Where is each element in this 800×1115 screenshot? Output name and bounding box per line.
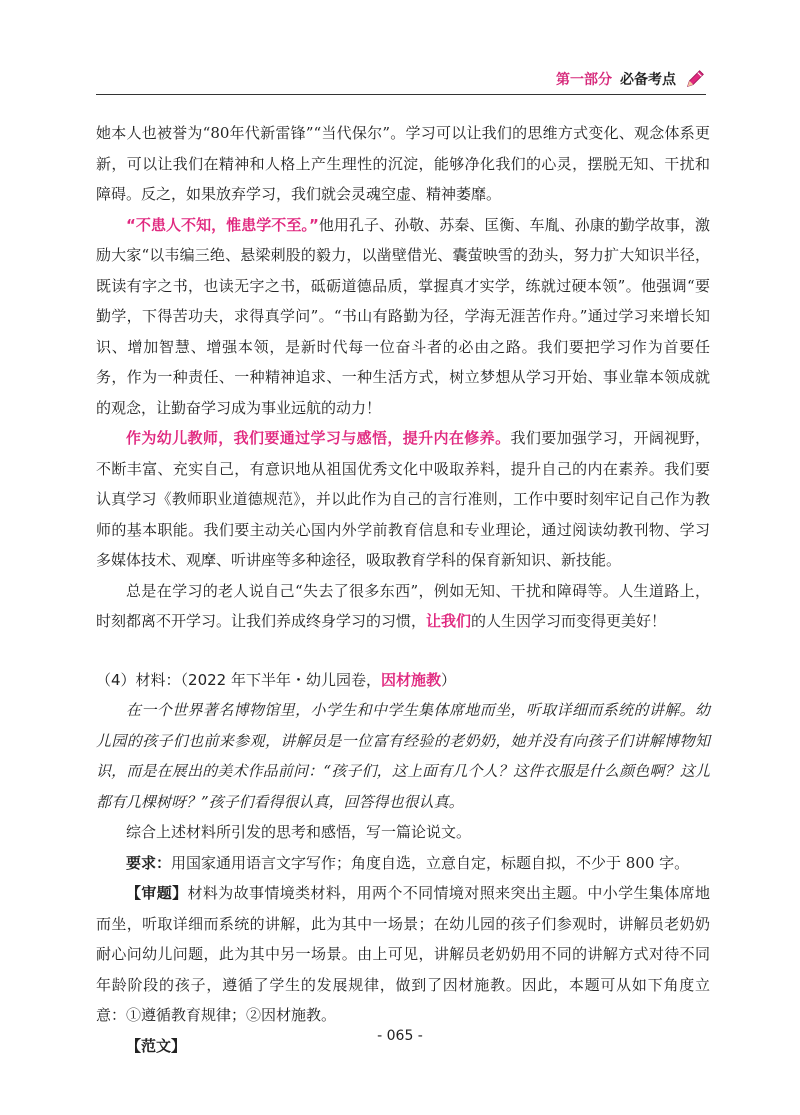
- question-tag: 因材施教: [381, 670, 442, 689]
- paragraph-4-text-a: 总是在学习的老人说自己“失去了很多东西”，例如无知、干扰和障碍等。人生道路上，时刻都离不开学习。让我们养成终身学习的习惯，: [96, 581, 710, 630]
- paragraph-2-text: 他用孔子、孙敬、苏秦、匡衡、车胤、孙康的勤学故事，激励大家“以韦编三绝、悬梁刺股的毅力，以凿壁借光、囊萤映雪的劲头，努力扩大知识半径，既读有字之书，也读无字之书，砥砺道德品质，掌握真才实学，练就过硬本领”。他强调“要勤学，下得苦功夫，求得真学问”。“书山有路勤为径，学海无涯苦作舟。”通过学习来增长知识、增加智慧、增强本领，是新时代每一位奋斗者的必由之路。我们要把学习作为首要任务，作为一种责任、一种精神追求、一种生活方式，树立梦想从学习开始、事业靠本领成就的观念，让勤奋学习成为事业远航的动力！: [96, 215, 710, 417]
- page-content: [96, 118, 710, 1061]
- paragraph-1: 她本人也被誉为“80年代新雷锋”“当代保尔”。学习可以让我们的思维方式变化、观念体系更新，可以让我们在精神和人格上产生理性的沉淀，能够净化我们的心灵，摆脱无知、干扰和障碍。反之，如果放弃学习，我们就会灵魂空虚、精神萎靡。: [96, 124, 710, 203]
- review-text: 材料为故事情境类材料，用两个不同情境对照来突出主题。中小学生集体席地而坐，听取详细而系统的讲解，此为其中一场景；在幼儿园的孩子们参观时，讲解员老奶奶耐心问幼儿问题，此为其中另一场景。由上可见，讲解员老奶奶用不同的讲解方式对待不同年龄阶段的孩子，遵循了学生的发展规律，做到了因材施教。因此，本题可从如下角度立意：①遵循教育规律；②因材施教。: [96, 884, 710, 1024]
- prompt-text: 综合上述材料所引发的思考和感悟，写一篇论说文。: [126, 823, 472, 841]
- quote-highlight: “不患人不知，惟患学不至。”: [126, 215, 319, 234]
- question-heading: [96, 665, 710, 696]
- paragraph-3-text: 我们要加强学习，开阔视野，不断丰富、充实自己，有意识地从祖国优秀文化中吸取养料，提升自己的内在素养。我们要认真学习《教师职业道德规范》，并以此作为自己的言行准则，工作中要时刻牢记自己作为教师的基本职能。我们要主动关心国内外学前教育信息和专业理论，通过阅读幼教刊物、学习多媒体技术、观摩、听讲座等多种途径，吸取教育学科的保育新知识、新技能。: [96, 429, 710, 569]
- question-label: （4）材料：（2022 年下半年・幼儿园卷，: [96, 670, 381, 689]
- question-label-end: ）: [441, 670, 457, 689]
- requirements: [96, 848, 710, 879]
- material-text: 在一个世界著名博物馆里，小学生和中学生集体席地而坐，听取详细而系统的讲解。幼儿园的孩子们也前来参观，讲解员是一位富有经验的老奶奶，她并没有向孩子们讲解博物知识，而是在展出的美术作品前问：“孩子们，这上面有几个人？这件衣服是什么颜色啊？这儿都有几棵树呀？”孩子们看得很认真，回答得也很认真。: [96, 701, 710, 811]
- closing-highlight: 让我们: [426, 612, 472, 630]
- sample-label: 【范文】: [126, 1036, 187, 1055]
- paragraph-4-text-b: 的人生因学习而变得更美好！: [471, 612, 667, 630]
- part-label: 第一部分: [556, 72, 612, 88]
- page-number: - 065 -: [377, 1028, 423, 1044]
- pencil-icon: [684, 68, 706, 90]
- thesis-highlight: 作为幼儿教师，我们要通过学习与感悟，提升内在修养。: [126, 429, 511, 447]
- review: [96, 878, 710, 1031]
- section-gap: [96, 637, 710, 665]
- header-labels: [556, 66, 706, 92]
- paragraph-4: [96, 576, 710, 637]
- requirements-text: 用国家通用语言文字写作；角度自选，立意自定，标题自拟，不少于 800 字。: [171, 853, 690, 872]
- paragraph-2: [96, 210, 710, 424]
- review-label: 【审题】: [126, 884, 188, 902]
- page-header: [96, 66, 706, 95]
- section-label: 必备考点: [620, 72, 676, 88]
- requirements-label: 要求：: [126, 853, 172, 872]
- paragraph-3: [96, 423, 710, 576]
